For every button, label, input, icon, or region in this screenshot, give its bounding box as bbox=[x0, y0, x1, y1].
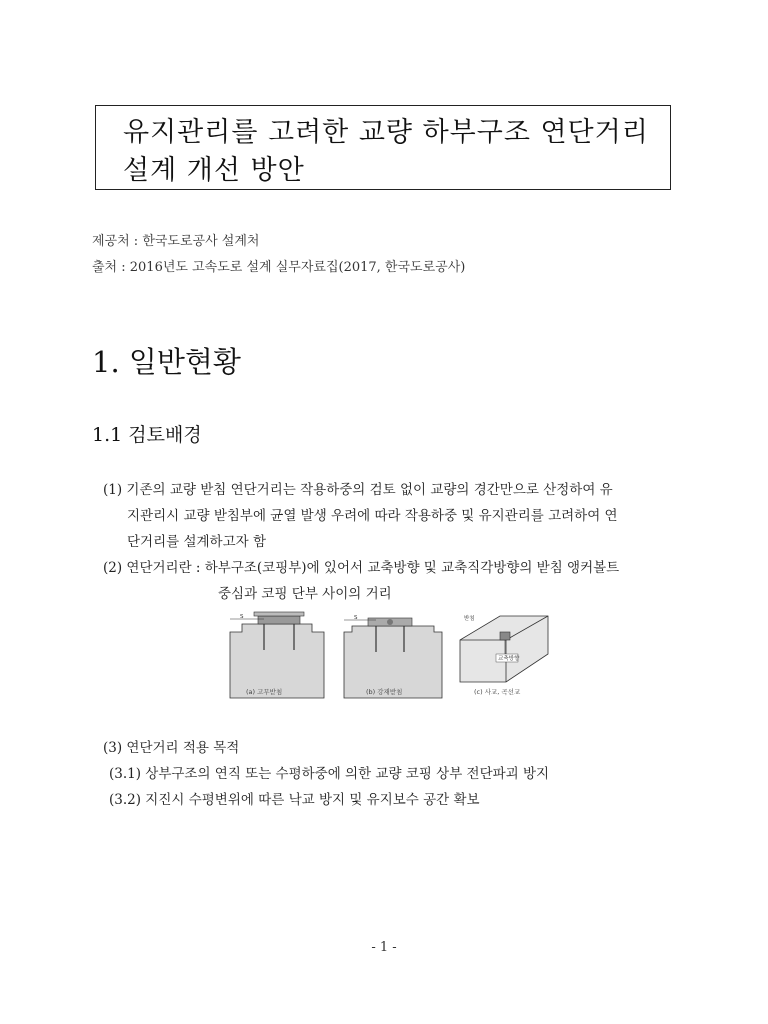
label-axis: 교축방향 bbox=[498, 656, 520, 662]
caption-a: (a) 고무받침 bbox=[246, 688, 283, 696]
caption-c: (c) 사교, 곡선교 bbox=[474, 688, 521, 696]
item-2-line-2: 중심과 코핑 단부 사이의 거리 bbox=[218, 586, 392, 602]
provider-text: 제공처 : 한국도로공사 설계처 bbox=[92, 234, 260, 249]
section-heading-1: 1. 일반현황 bbox=[92, 345, 241, 379]
bearing-figure bbox=[228, 610, 550, 702]
figure-c-skewed-bridge bbox=[460, 614, 548, 696]
item-1-line-2: 지관리시 교량 받침부에 균열 발생 우려에 따라 작용하중 및 유지관리를 고려하여 연 bbox=[127, 508, 618, 524]
title-line-1: 유지관리를 고려한 교량 하부구조 연단거리 bbox=[123, 117, 649, 148]
page-number: - 1 - bbox=[371, 940, 397, 955]
item-1-line-3: 단거리를 설계하고자 함 bbox=[127, 534, 266, 550]
item-3: (3) 연단거리 적용 목적 bbox=[103, 740, 240, 756]
section-heading-1-1: 1.1 검토배경 bbox=[92, 424, 202, 446]
label-edge: 받침 bbox=[464, 616, 475, 622]
label-s-a: S bbox=[240, 614, 244, 620]
item-3-1: (3.1) 상부구조의 연직 또는 수평하중에 의한 교량 코핑 상부 전단파괴 방지 bbox=[109, 766, 550, 782]
source-text: 출처 : 2016년도 고속도로 설계 실무자료집(2017, 한국도로공사) bbox=[92, 260, 466, 275]
caption-b: (b) 강재받침 bbox=[366, 688, 403, 696]
item-1-line-1: (1) 기존의 교량 받침 연단거리는 작용하중의 검토 없이 교량의 경간만으로 산정하여 유 bbox=[103, 482, 613, 498]
title-line-2: 설계 개선 방안 bbox=[123, 155, 305, 186]
figure-b-steel-bearing bbox=[344, 615, 442, 698]
title-box bbox=[95, 105, 671, 190]
item-3-2: (3.2) 지진시 수평변위에 따른 낙교 방지 및 유지보수 공간 확보 bbox=[109, 792, 480, 808]
item-2-line-1: (2) 연단거리란 : 하부구조(코핑부)에 있어서 교축방향 및 교축직각방향의 받침 앵커볼트 bbox=[103, 560, 620, 576]
figure-a-rubber-bearing bbox=[230, 612, 324, 698]
label-s-b: S bbox=[354, 615, 358, 621]
